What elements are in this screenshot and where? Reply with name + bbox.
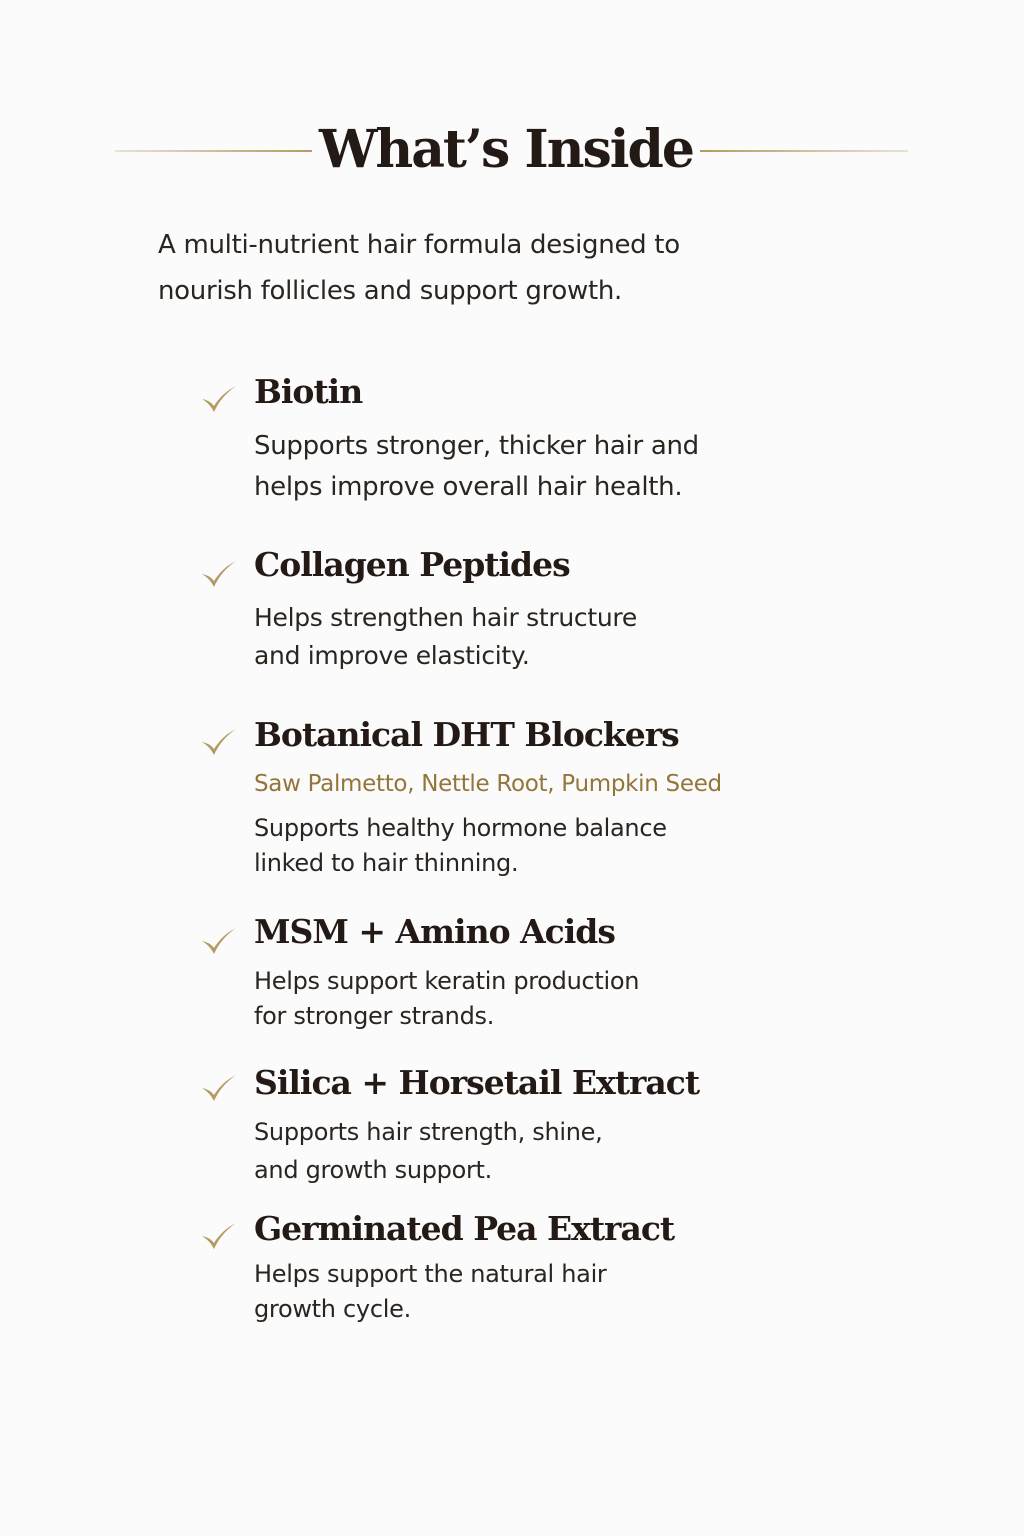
checkmark-icon bbox=[198, 926, 238, 958]
checkmark-icon bbox=[198, 559, 238, 591]
ingredient-sources: Saw Palmetto, Nettle Root, Pumpkin Seed bbox=[254, 771, 722, 797]
checkmark-icon bbox=[198, 384, 238, 416]
description-line: for stronger strands. bbox=[254, 1002, 495, 1030]
ingredient-name: Germinated Pea Extract bbox=[254, 1209, 675, 1248]
ingredient-description bbox=[254, 1257, 607, 1327]
decorative-rule-left bbox=[115, 150, 312, 152]
description-line: Supports hair strength, shine, bbox=[254, 1118, 603, 1146]
description-line: Supports stronger, thicker hair and bbox=[254, 431, 699, 461]
description-line: Helps support the natural hair bbox=[254, 1260, 607, 1288]
intro-line-2: nourish follicles and support growth. bbox=[158, 276, 623, 306]
description-line: linked to hair thinning. bbox=[254, 849, 519, 877]
ingredient-description bbox=[254, 599, 637, 675]
ingredient-name: Botanical DHT Blockers bbox=[254, 715, 679, 754]
ingredient-description bbox=[254, 811, 667, 881]
intro-text bbox=[158, 222, 778, 314]
section-title: What’s Inside bbox=[318, 119, 693, 180]
description-line: Supports healthy hormone balance bbox=[254, 814, 667, 842]
description-line: and growth support. bbox=[254, 1156, 492, 1184]
checkmark-icon bbox=[198, 727, 238, 759]
description-line: Helps support keratin production bbox=[254, 967, 640, 995]
description-line: and improve elasticity. bbox=[254, 641, 530, 670]
description-line: growth cycle. bbox=[254, 1295, 411, 1323]
ingredient-description bbox=[254, 1113, 602, 1189]
decorative-rule-right bbox=[700, 150, 908, 152]
checkmark-icon bbox=[198, 1221, 238, 1253]
description-line: helps improve overall hair health. bbox=[254, 472, 683, 502]
ingredient-name: MSM + Amino Acids bbox=[254, 912, 615, 951]
ingredient-name: Biotin bbox=[254, 372, 363, 411]
ingredient-description bbox=[254, 426, 699, 508]
ingredient-name: Collagen Peptides bbox=[254, 545, 570, 584]
intro-line-1: A multi-nutrient hair formula designed to bbox=[158, 230, 680, 260]
ingredient-description bbox=[254, 964, 639, 1034]
checkmark-icon bbox=[198, 1073, 238, 1105]
section-heading bbox=[0, 112, 1024, 188]
ingredient-name: Silica + Horsetail Extract bbox=[254, 1063, 700, 1102]
description-line: Helps strengthen hair structure bbox=[254, 603, 637, 632]
